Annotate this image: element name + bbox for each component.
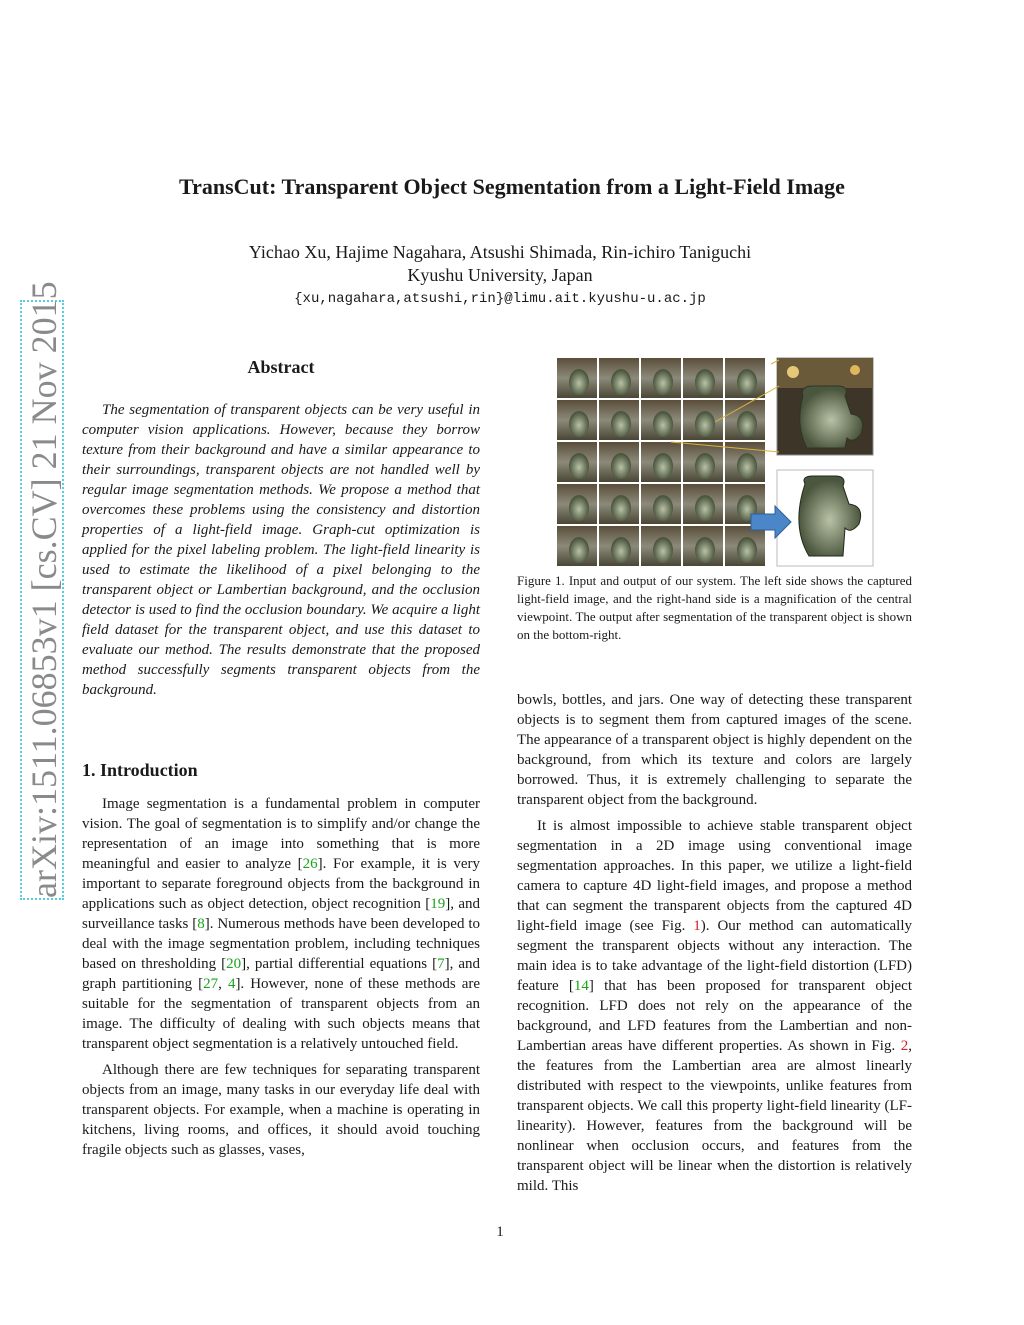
introduction-heading: 1. Introduction (82, 760, 198, 780)
intro-paragraph-4: It is almost impossible to achieve stable transparent object segmentation in a 2D image using conventional image segmentation approaches. In this paper, we utilize a light-field camera to capture 4D light-field images, and propose a method that can segment the transparent objects from the captured 4D light-field image (see Fig. 1). Our method can automatically segment the transparent objects without any interaction. The main idea is to take advantage of the light-field distortion (LFD) feature [14] that has been proposed for transparent object recognition. LFD does not rely on the appearance of the background, and LFD features from the Lambertian and non-Lambertian areas have different properties. As shown in Fig. 2, the features from the Lambertian area are almost linearly distributed with respect to the viewpoints, unlike features from transparent objects. We call this property light-field linearity (LF-linearity). However, features from the background will be nonlinear when occlusion occurs, and features from the transparent object will be linear when the distortion is relatively mild. This (517, 818, 912, 1194)
light-field-view-object (611, 411, 631, 437)
light-field-view-object (569, 411, 589, 437)
light-field-view-object (653, 453, 673, 479)
light-field-view-object (653, 537, 673, 563)
light-field-view-object (653, 369, 673, 395)
citation-link[interactable]: 14 (573, 978, 589, 994)
light-field-view-object (653, 495, 673, 521)
introduction-right-column (517, 690, 912, 1196)
figure-link[interactable]: 1 (693, 918, 701, 934)
light-field-view-object (653, 411, 673, 437)
light-field-view-object (695, 537, 715, 563)
citation-link[interactable]: 7 (437, 956, 445, 972)
light-field-view-object (737, 369, 757, 395)
figure-1-image (555, 356, 875, 568)
citation-link[interactable]: 20 (226, 956, 242, 972)
light-field-view-object (737, 411, 757, 437)
abstract-text: The segmentation of transparent objects can be very useful in computer vision applications. However, because they borrow texture from their background and have a similar appearance to their surroundings, transparent objects are not handled well by regular image segmentation methods. We propose a method that overcomes these problems using the consistency and distortion properties of a light-field image. Graph-cut optimization is applied for the pixel labeling problem. The light-field linearity is used to estimate the likelihood of a pixel belonging to the transparent object or Lambertian background, and the occlusion detector is used to find the occlusion boundary. We acquire a light field dataset for the transparent object, and use this dataset to evaluate our method. The results demonstrate that the proposed method successfully segments transparent objects from the background. (82, 402, 480, 698)
light-field-view-object (611, 495, 631, 521)
citation-link[interactable]: 27 (203, 976, 219, 992)
citation-link[interactable]: 8 (197, 916, 205, 932)
affiliation: Kyushu University, Japan (407, 265, 593, 285)
light-field-view-object (695, 369, 715, 395)
intro-paragraph-3: bowls, bottles, and jars. One way of detecting these transparent objects is to segment them from captured images of the scene. The appearance of a transparent object is highly dependent on the background, from which its texture and colors are largely borrowed. Thus, it is extremely challenging to separate the transparent object from the background. (517, 692, 912, 808)
authors: Yichao Xu, Hajime Nagahara, Atsushi Shimada, Rin-ichiro Taniguchi (248, 242, 752, 262)
light-field-view-object (737, 537, 757, 563)
light-field-view-object (695, 453, 715, 479)
figure-1 (555, 356, 875, 568)
citation-link[interactable]: 4 (227, 976, 236, 992)
abstract-heading: Abstract (247, 357, 315, 377)
email: {xu,nagahara,atsushi,rin}@limu.ait.kyushu-u.ac.jp (294, 291, 706, 307)
intro-paragraph-1: Image segmentation is a fundamental problem in computer vision. The goal of segmentation is to simplify and/or change the representation of an image into something that is more meaningful and easier to analyze [26]. For example, it is very important to separate foreground objects from the background in applications such as object detection, object recognition [19], and surveillance tasks [8]. Numerous methods have been developed to deal with the image segmentation problem, including techniques based on thresholding [20], partial differential equations [7], and graph partitioning [27, 4]. However, none of these methods are suitable for the segmentation of transparent objects from an image. The difficulty of dealing with such objects means that transparent object segmentation is a relatively untouched field. (82, 796, 481, 1052)
light-field-view-object (569, 537, 589, 563)
page-number: 1 (496, 1224, 504, 1240)
figure-1-caption: Figure 1. Input and output of our system. The left side shows the captured light-field image, and the right-hand side is a magnification of the central viewpoint. The output after segmentation of the transparent object is shown on the bottom-right. (517, 573, 912, 642)
citation-link[interactable]: 26 (302, 856, 318, 872)
abstract-body (82, 400, 480, 700)
light-field-view-object (695, 411, 715, 437)
introduction-left-column (82, 794, 480, 1160)
citation-link[interactable]: 19 (430, 896, 446, 912)
light-field-view-object (611, 369, 631, 395)
segmentation-output (777, 470, 873, 566)
light-field-view-object (569, 369, 589, 395)
light-field-view-object (569, 495, 589, 521)
light-field-view-object (569, 453, 589, 479)
light-field-view-object (695, 495, 715, 521)
paper-title: TransCut: Transparent Object Segmentation from a Light-Field Image (179, 174, 845, 199)
intro-paragraph-2: Although there are few techniques for separating transparent objects from an image, many tasks in our everyday life deal with transparent objects. For example, when a machine is operating in kitchens, living rooms, and offices, it should avoid touching fragile objects such as glasses, vases, (82, 1062, 480, 1158)
figure-link[interactable]: 2 (900, 1038, 909, 1054)
author-block (0, 241, 1000, 287)
light-field-view-object (611, 453, 631, 479)
light-field-grid (557, 358, 765, 566)
light-field-view-object (737, 453, 757, 479)
light-field-view-object (611, 537, 631, 563)
arxiv-identifier: arXiv:1511.06853v1 [cs.CV] 21 Nov 2015 (20, 300, 64, 900)
magnified-view (777, 358, 873, 455)
